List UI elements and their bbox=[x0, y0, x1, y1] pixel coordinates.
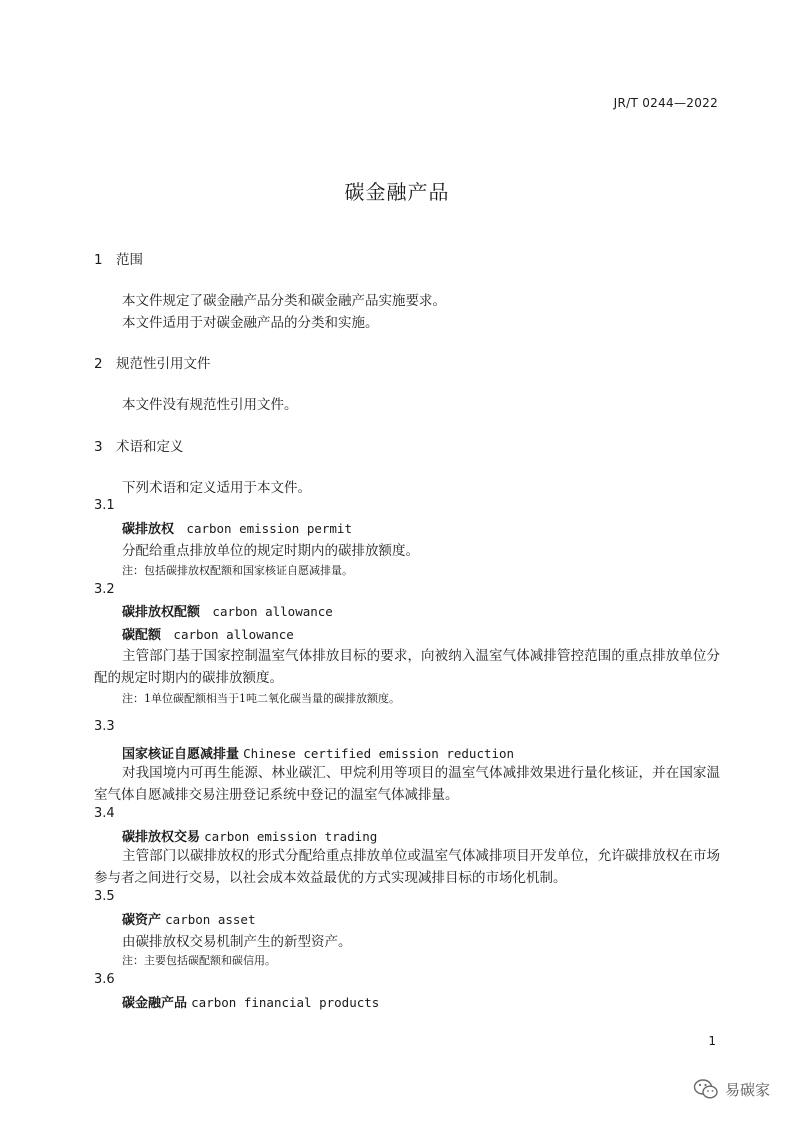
term-3-2 bbox=[122, 601, 333, 620]
term-number-3-5: 3.5 bbox=[94, 889, 115, 904]
term-3-5-note: 注：主要包括碳配额和碳信用。 bbox=[122, 954, 276, 967]
section-number: 1 bbox=[94, 252, 103, 268]
term-chinese: 碳金融产品 bbox=[122, 996, 188, 1011]
term-3-6 bbox=[122, 992, 379, 1011]
term-number-3-4: 3.4 bbox=[94, 806, 115, 821]
term-english: carbon financial products bbox=[191, 995, 380, 1010]
term-3-2-synonym bbox=[122, 624, 294, 643]
watermark-text: 易碳家 bbox=[724, 1080, 770, 1099]
section-title: 规范性引用文件 bbox=[116, 356, 211, 372]
section-title: 范围 bbox=[116, 252, 143, 268]
term-english: carbon allowance bbox=[173, 627, 294, 642]
section-1-heading bbox=[94, 248, 143, 268]
term-number-3-2: 3.2 bbox=[94, 582, 115, 597]
term-english: carbon allowance bbox=[212, 604, 333, 619]
standard-number: JR/T 0244—2022 bbox=[613, 96, 718, 110]
term-chinese: 碳排放权交易 bbox=[122, 830, 201, 845]
page-number: 1 bbox=[708, 1034, 716, 1048]
term-3-2-note: 注：1单位碳配额相当于1吨二氧化碳当量的碳排放额度。 bbox=[122, 692, 400, 705]
section-2-heading bbox=[94, 352, 211, 372]
term-chinese: 碳排放权配额 bbox=[122, 605, 201, 620]
term-chinese: 碳资产 bbox=[122, 913, 162, 928]
term-chinese: 碳配额 bbox=[122, 628, 162, 643]
term-english: carbon emission trading bbox=[204, 829, 378, 844]
term-3-1-note: 注：包括碳排放权配额和国家核证自愿减排量。 bbox=[122, 564, 353, 577]
term-chinese: 国家核证自愿减排量 bbox=[122, 747, 240, 762]
term-number-3-3: 3.3 bbox=[94, 719, 115, 734]
section-2-paragraph-1: 本文件没有规范性引用文件。 bbox=[122, 397, 298, 413]
term-english: carbon emission permit bbox=[186, 521, 352, 536]
wechat-icon bbox=[693, 1078, 719, 1100]
term-3-5-definition: 由碳排放权交易机制产生的新型资产。 bbox=[122, 934, 352, 950]
term-number-3-6: 3.6 bbox=[94, 972, 115, 987]
term-english: carbon asset bbox=[165, 912, 256, 927]
term-3-1 bbox=[122, 518, 352, 537]
term-number-3-1: 3.1 bbox=[94, 498, 115, 513]
section-3-heading bbox=[94, 435, 184, 455]
section-number: 2 bbox=[94, 356, 103, 372]
section-1-paragraph-1: 本文件规定了碳金融产品分类和碳金融产品实施要求。 bbox=[122, 293, 446, 309]
term-chinese: 碳排放权 bbox=[122, 522, 175, 537]
page-title: 碳金融产品 bbox=[344, 180, 450, 204]
section-number: 3 bbox=[94, 439, 103, 455]
term-3-5 bbox=[122, 909, 255, 928]
section-title: 术语和定义 bbox=[116, 439, 184, 455]
term-english: Chinese certified emission reduction bbox=[243, 746, 515, 761]
watermark bbox=[693, 1078, 770, 1100]
term-3-1-definition: 分配给重点排放单位的规定时期内的碳排放额度。 bbox=[122, 543, 419, 559]
term-3-4-definition: 主管部门以碳排放权的形式分配给重点排放单位或温室气体减排项目开发单位，允许碳排放权在市场参与者之间进行交易，以社会成本效益最优的方式实现减排目标的市场化机制。 bbox=[94, 848, 720, 886]
term-3-2-definition: 主管部门基于国家控制温室气体排放目标的要求，向被纳入温室气体减排管控范围的重点排放单位分配的规定时期内的碳排放额度。 bbox=[94, 648, 720, 686]
term-3-4 bbox=[122, 826, 377, 845]
term-3-3 bbox=[122, 743, 514, 762]
term-3-3-definition: 对我国境内可再生能源、林业碳汇、甲烷利用等项目的温室气体减排效果进行量化核证，并在国家温室气体自愿减排交易注册登记系统中登记的温室气体减排量。 bbox=[94, 765, 720, 803]
section-3-paragraph-1: 下列术语和定义适用于本文件。 bbox=[122, 480, 311, 496]
section-1-paragraph-2: 本文件适用于对碳金融产品的分类和实施。 bbox=[122, 315, 379, 331]
